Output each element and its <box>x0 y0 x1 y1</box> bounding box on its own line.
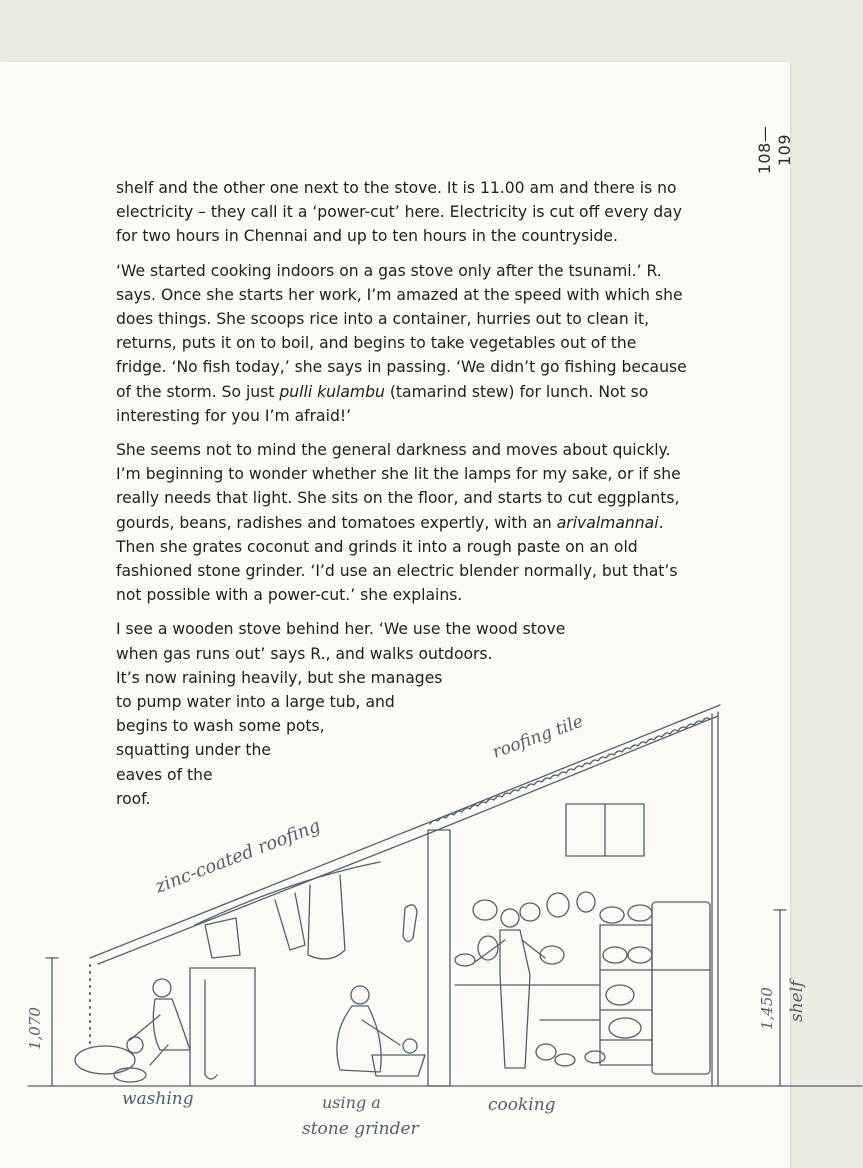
paragraph-3: She seems not to mind the general darkness and moves about quickly. I’m beginning to wonder whether she lit the lamps for my sake, or if she really needs that light. She sits on the floor, and starts to cut eggplants, gourds, beans, radishes and tomatoes expertly, with an arivalmannai. Then she grates coconut and grinds it into a rough paste on an old fashioned stone grinder. ‘I’d use an electric blender normally, but that’s not possible with a power-cut.’ she explains. <box>116 441 681 605</box>
kitchen-shelves <box>600 925 652 1065</box>
label-washing: washing <box>122 1089 194 1109</box>
paragraph-4-line: I see a wooden stove behind her. ‘We use the wood stove <box>116 620 566 639</box>
roof-line <box>90 705 720 958</box>
label-shelf: shelf <box>787 980 807 1022</box>
shed-wall <box>190 968 255 1086</box>
label-height-left: 1,070 <box>26 1007 44 1050</box>
dish-name: pulli kulambu <box>279 382 385 401</box>
label-cooking: cooking <box>488 1095 556 1115</box>
paragraph-4-line: roof. <box>116 789 151 808</box>
paragraph-2 <box>116 259 688 428</box>
page-number: 108—109 <box>755 125 794 175</box>
umbrella <box>205 980 217 1079</box>
paragraph-4-line: when gas runs out’ says R., and walks outdoors. <box>116 644 493 663</box>
washing-figure <box>75 979 190 1082</box>
grinding-figure <box>337 986 425 1076</box>
label-roofing-tile: roofing tile <box>489 711 586 763</box>
paragraph-4-line: It’s now raining heavily, but she manages <box>116 668 443 687</box>
cooking-figure <box>455 909 545 1068</box>
label-grinder-1: using a <box>322 1093 381 1112</box>
house-cross-section-illustration <box>0 690 863 1168</box>
kitchen-wall <box>428 830 450 1086</box>
roof-underside <box>98 716 718 964</box>
label-zinc-roofing: zinc-coated roofing <box>152 815 324 898</box>
fridge <box>652 902 710 1074</box>
paragraph-4-line: squatting under the <box>116 741 271 760</box>
paragraph-4-line: eaves of the <box>116 765 213 784</box>
paragraph-2-text: ‘We started cooking indoors on a gas stove only after the tsunami.’ R. says. Once she starts her work, I’m amazed at the speed with which she does things. She scoops rice into a container, hurries out to clean it, returns, puts it on to boil, and begins to take vegetables out of the fridge. ‘No fish today,’ she says in passing. ‘We didn’t go fishing because of the storm. So just <box>116 261 687 401</box>
label-grinder-2: stone grinder <box>302 1119 419 1139</box>
paragraph-4-line: begins to wash some pots, <box>116 717 325 736</box>
hanging-cloth <box>205 918 240 958</box>
utensil-name: arivalmannai <box>556 513 659 532</box>
paragraph-4-line: to pump water into a large tub, and <box>116 693 395 712</box>
label-height-right: 1,450 <box>758 987 776 1030</box>
paragraph-1: shelf and the other one next to the stove. It is 11.00 am and there is no electricity – they call it a ‘power-cut’ here. Electricity is cut off every day for two hours in Chennai and up to ten hours in the countryside. <box>116 179 682 246</box>
paragraph-2-text-end: (tamarind stew) for lunch. Not so interesting for you I’m afraid!’ <box>116 382 649 425</box>
